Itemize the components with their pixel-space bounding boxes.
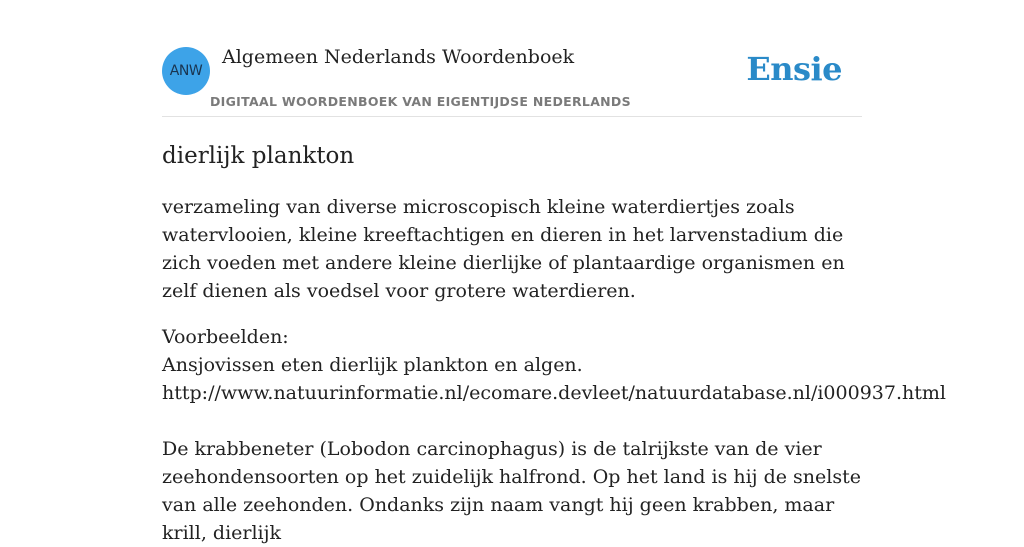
example-sentence-2: De krabbeneter (Lobodon carcinophagus) is de talrijkste van de vier zeehondensoorten op het zuidelijk halfrond. Op het land is hij de snelste van alle zeehonden. Ondanks zijn naam vangt hij geen krabben, maar krill, dierlijk — [162, 438, 861, 544]
example-source: http://www.natuurinformatie.nl/ecomare.devleet/natuurdatabase.nl/i000937.html — [162, 382, 946, 404]
examples-section — [162, 323, 946, 547]
site-title[interactable]: Algemeen Nederlands Woordenboek — [222, 46, 575, 68]
example-sentence: Ansjovissen eten dierlijk plankton en algen. — [162, 354, 583, 376]
page — [162, 0, 946, 547]
site-subtitle: DIGITAAL WOORDENBOEK VAN EIGENTIJDSE NEDERLANDS — [210, 94, 631, 109]
example-spacer — [162, 407, 862, 435]
ensie-logo[interactable]: Ensie — [746, 50, 842, 88]
site-header — [162, 0, 862, 117]
entry-definition: verzameling van diverse microscopisch kleine waterdiertjes zoals watervlooien, kleine kreeftachtigen en dieren in het larvenstadium die zich voeden met andere kleine dierlijke of plantaardige organismen en zelf dienen als voedsel voor grotere waterdieren. — [162, 196, 845, 302]
entry-headword: dierlijk plankton — [162, 143, 355, 169]
anw-logo[interactable]: ANW — [162, 47, 210, 95]
examples-label: Voorbeelden: — [162, 326, 289, 348]
